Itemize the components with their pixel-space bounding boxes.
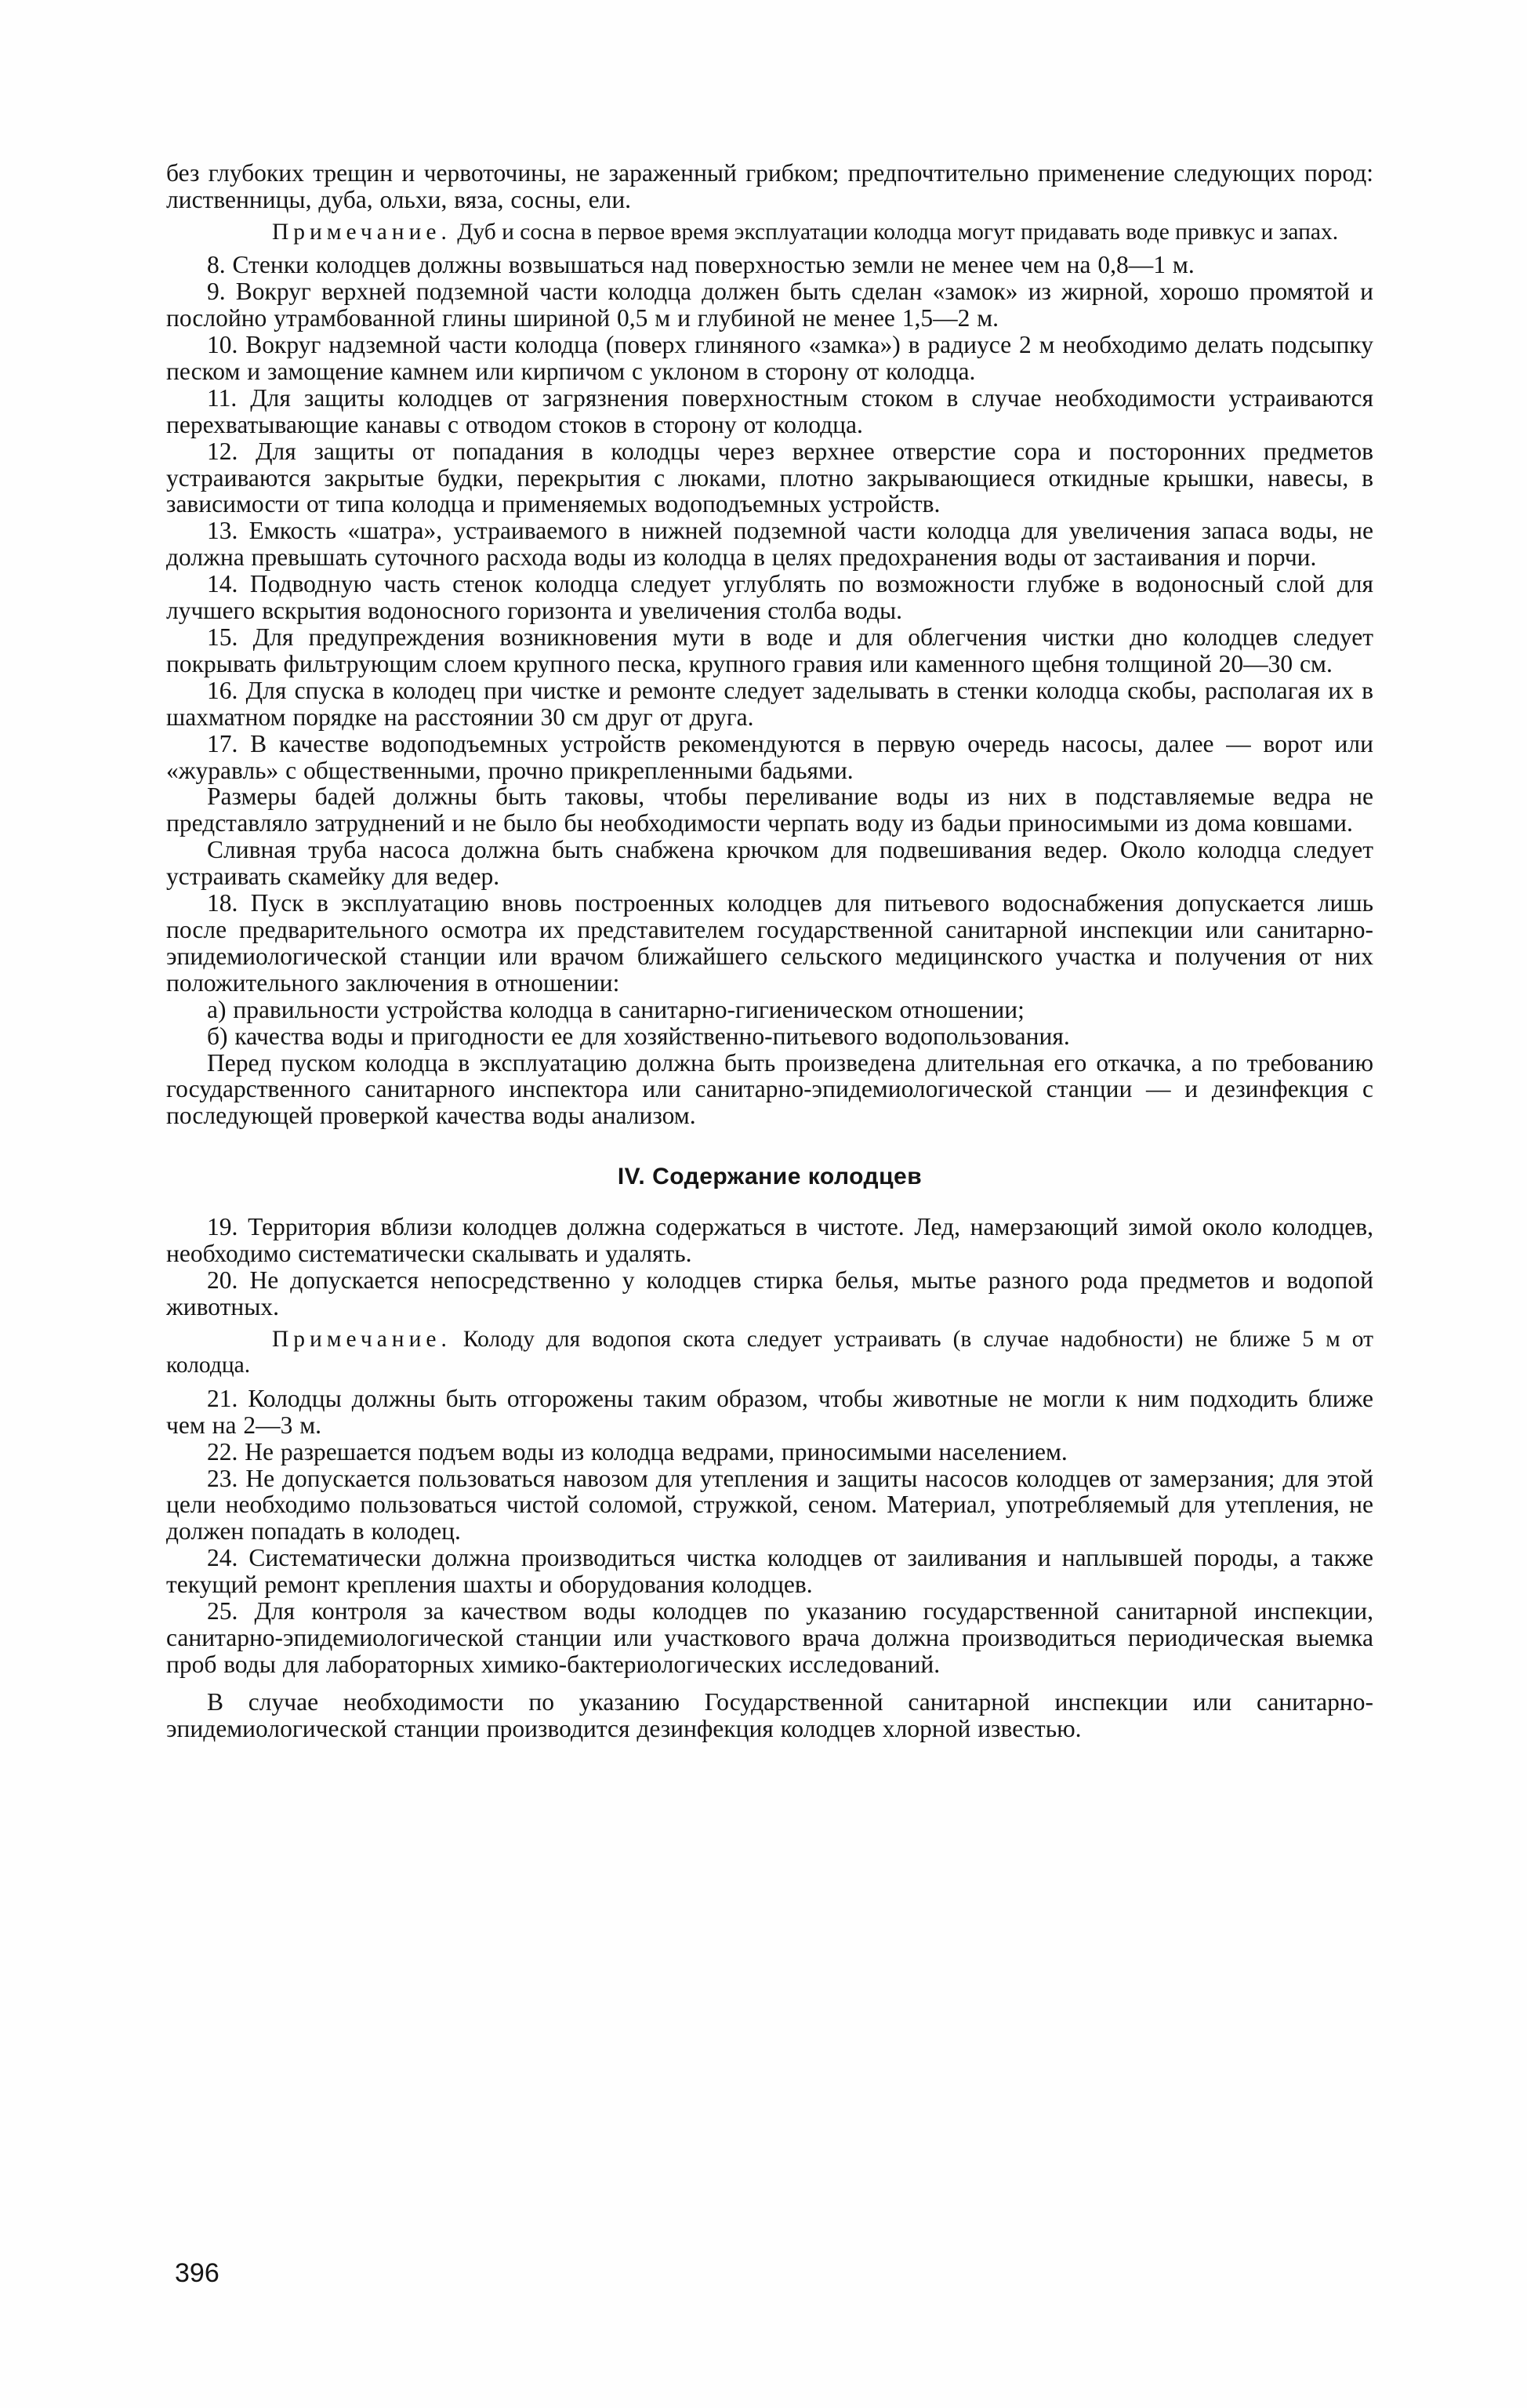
note-text: Дуб и сосна в первое время эксплуатации колодца могут придавать воде привкус и запах. xyxy=(457,219,1339,245)
section-heading: IV. Содержание колодцев xyxy=(617,1164,923,1190)
paragraph-18: 18. Пуск в эксплуатацию вновь построенных колодцев для питьевого водоснабжения допускается лишь после предварительного осмотра их представителем государственной санитарной инспекции или санитарно-эпидемиологической станции или врачом ближайшего сельского медицинского участка и получения от них положительного заключения в отношении: xyxy=(166,889,1373,997)
paragraph-19: 19. Территория вблизи колодцев должна содержаться в чистоте. Лед, намерзающий зимой около колодцев, необходимо систематически скалывать и удалять. xyxy=(166,1213,1373,1268)
paragraph-18-a: а) правильности устройства колодца в санитарно-гигиеническом отношении; xyxy=(207,995,1025,1023)
paragraph-21: 21. Колодцы должны быть отгорожены таким образом, чтобы животные не могли к ним подходить ближе чем на 2—3 м. xyxy=(166,1384,1373,1439)
paragraph-17: 17. В качестве водоподъемных устройств рекомендуются в первую очередь насосы, далее — ворот или «журавль» с общественными, прочно прикрепленными бадьями. xyxy=(166,729,1373,784)
paragraph-18-pumping: Перед пуском колодца в эксплуатацию должна быть произведена длительная его откачка, а по требованию государственного санитарного инспектора или санитарно-эпидемиологической станции — и дезинфекция с последующей проверкой качества воды анализом. xyxy=(166,1048,1373,1130)
paragraph-22: 22. Не разрешается подъем воды из колодца ведрами, приносимыми населением. xyxy=(207,1437,1068,1466)
note2-label: Примечание. xyxy=(272,1326,452,1352)
paragraph-14: 14. Подводную часть стенок колодца следует углублять по возможности глубже в водоносный слой для лучшего вскрытия водоносного горизонта и увеличения столба воды. xyxy=(166,570,1373,625)
paragraph-20: 20. Не допускается непосредственно у колодцев стирка белья, мытье разного рода предметов и водопой животных. xyxy=(166,1266,1373,1320)
paragraph-17-buckets: Размеры бадей должны быть таковы, чтобы переливание воды из них в подставляемые ведра не представляло затруднений и не было бы необходимости черпать воду из бадьи приносимыми из дома ковшами. xyxy=(166,783,1373,837)
page-body xyxy=(166,160,1373,1742)
paragraph-25: 25. Для контроля за качеством воды колодцев по указанию государственной санитарной инспекции, санитарно-эпидемиологической станции или участкового врача должна производиться периодическая выемка проб воды для лабораторных химико-бактериологических исследований. xyxy=(166,1597,1373,1678)
note-paragraph xyxy=(166,220,1373,246)
items-section-4 xyxy=(166,1214,1373,1742)
paragraph-15: 15. Для предупреждения возникновения мути в воде и для облегчения чистки дно колодцев следует покрывать фильтрующим слоем крупного песка, крупного гравия или каменного щебня толщиной 20—30 см. xyxy=(166,623,1373,677)
page-number: 396 xyxy=(175,2258,219,2288)
note2-paragraph xyxy=(166,1327,1373,1379)
paragraph-12: 12. Для защиты от попадания в колодцы через верхнее отверстие сора и посторонних предметов устраиваются закрытые будки, перекрытия с люками, плотно закрывающиеся откидные крышки, навесы, в зависимости от типа колодца и применяемых водоподъемных устройств. xyxy=(166,437,1373,518)
continuation-text: без глубоких трещин и червоточины, не зараженный грибком; предпочтительно применение следующих пород: лиственницы, дуба, ольхи, вяза, сосны, ели. xyxy=(166,159,1373,213)
items-section-3 xyxy=(166,252,1373,1129)
closing-paragraph: В случае необходимости по указанию Государственной санитарной инспекции или санитарно-эпидемиологической станции производится дезинфекция колодцев хлорной известью. xyxy=(166,1687,1373,1742)
paragraph-24: 24. Систематически должна производиться чистка колодцев от заиливания и наплывшей породы, а также текущий ремонт крепления шахты и оборудования колодцев. xyxy=(166,1544,1373,1599)
note2-text: Колоду для водопоя скота следует устраивать (в случае надобности) не ближе 5 м от колодца. xyxy=(166,1326,1374,1378)
paragraph-10: 10. Вокруг надземной части колодца (поверх глиняного «замка») в радиусе 2 м необходимо делать подсыпку песком и замощение камнем или кирпичом с уклоном в сторону от колодца. xyxy=(166,331,1373,385)
paragraph-13: 13. Емкость «шатра», устраиваемого в нижней подземной части колодца для увеличения запаса воды, не должна превышать суточного расхода воды из колодца в целях предохранения воды от застаивания и порчи. xyxy=(166,517,1373,572)
paragraph-18-b: б) качества воды и пригодности ее для хозяйственно-питьевого водопользования. xyxy=(207,1022,1070,1050)
paragraph-23: 23. Не допускается пользоваться навозом для утепления и защиты насосов колодцев от замерзания; для этой цели необходимо пользоваться чистой соломой, стружкой, сеном. Материал, употребляемый для утепления, не должен попадать в колодец. xyxy=(166,1464,1373,1545)
paragraph-8: 8. Стенки колодцев должны возвышаться над поверхностью земли не менее чем на 0,8—1 м. xyxy=(207,251,1195,279)
paragraph-16: 16. Для спуска в колодец при чистке и ремонте следует заделывать в стенки колодца скобы, располагая их в шахматном порядке на расстоянии 30 см друг от друга. xyxy=(166,676,1373,731)
paragraph-11: 11. Для защиты колодцев от загрязнения поверхностным стоком в случае необходимости устраиваются перехватывающие канавы с отводом стоков в сторону от колодца. xyxy=(166,383,1373,438)
paragraph-17-pipe: Сливная труба насоса должна быть снабжена крючком для подвешивания ведер. Около колодца следует устраивать скамейку для ведер. xyxy=(166,836,1373,891)
note-label: Примечание. xyxy=(272,219,452,245)
paragraph-9: 9. Вокруг верхней подземной части колодца должен быть сделан «замок» из жирной, хорошо промятой и послойно утрамбованной глины шириной 0,5 м и глубиной не менее 1,5—2 м. xyxy=(166,278,1373,332)
